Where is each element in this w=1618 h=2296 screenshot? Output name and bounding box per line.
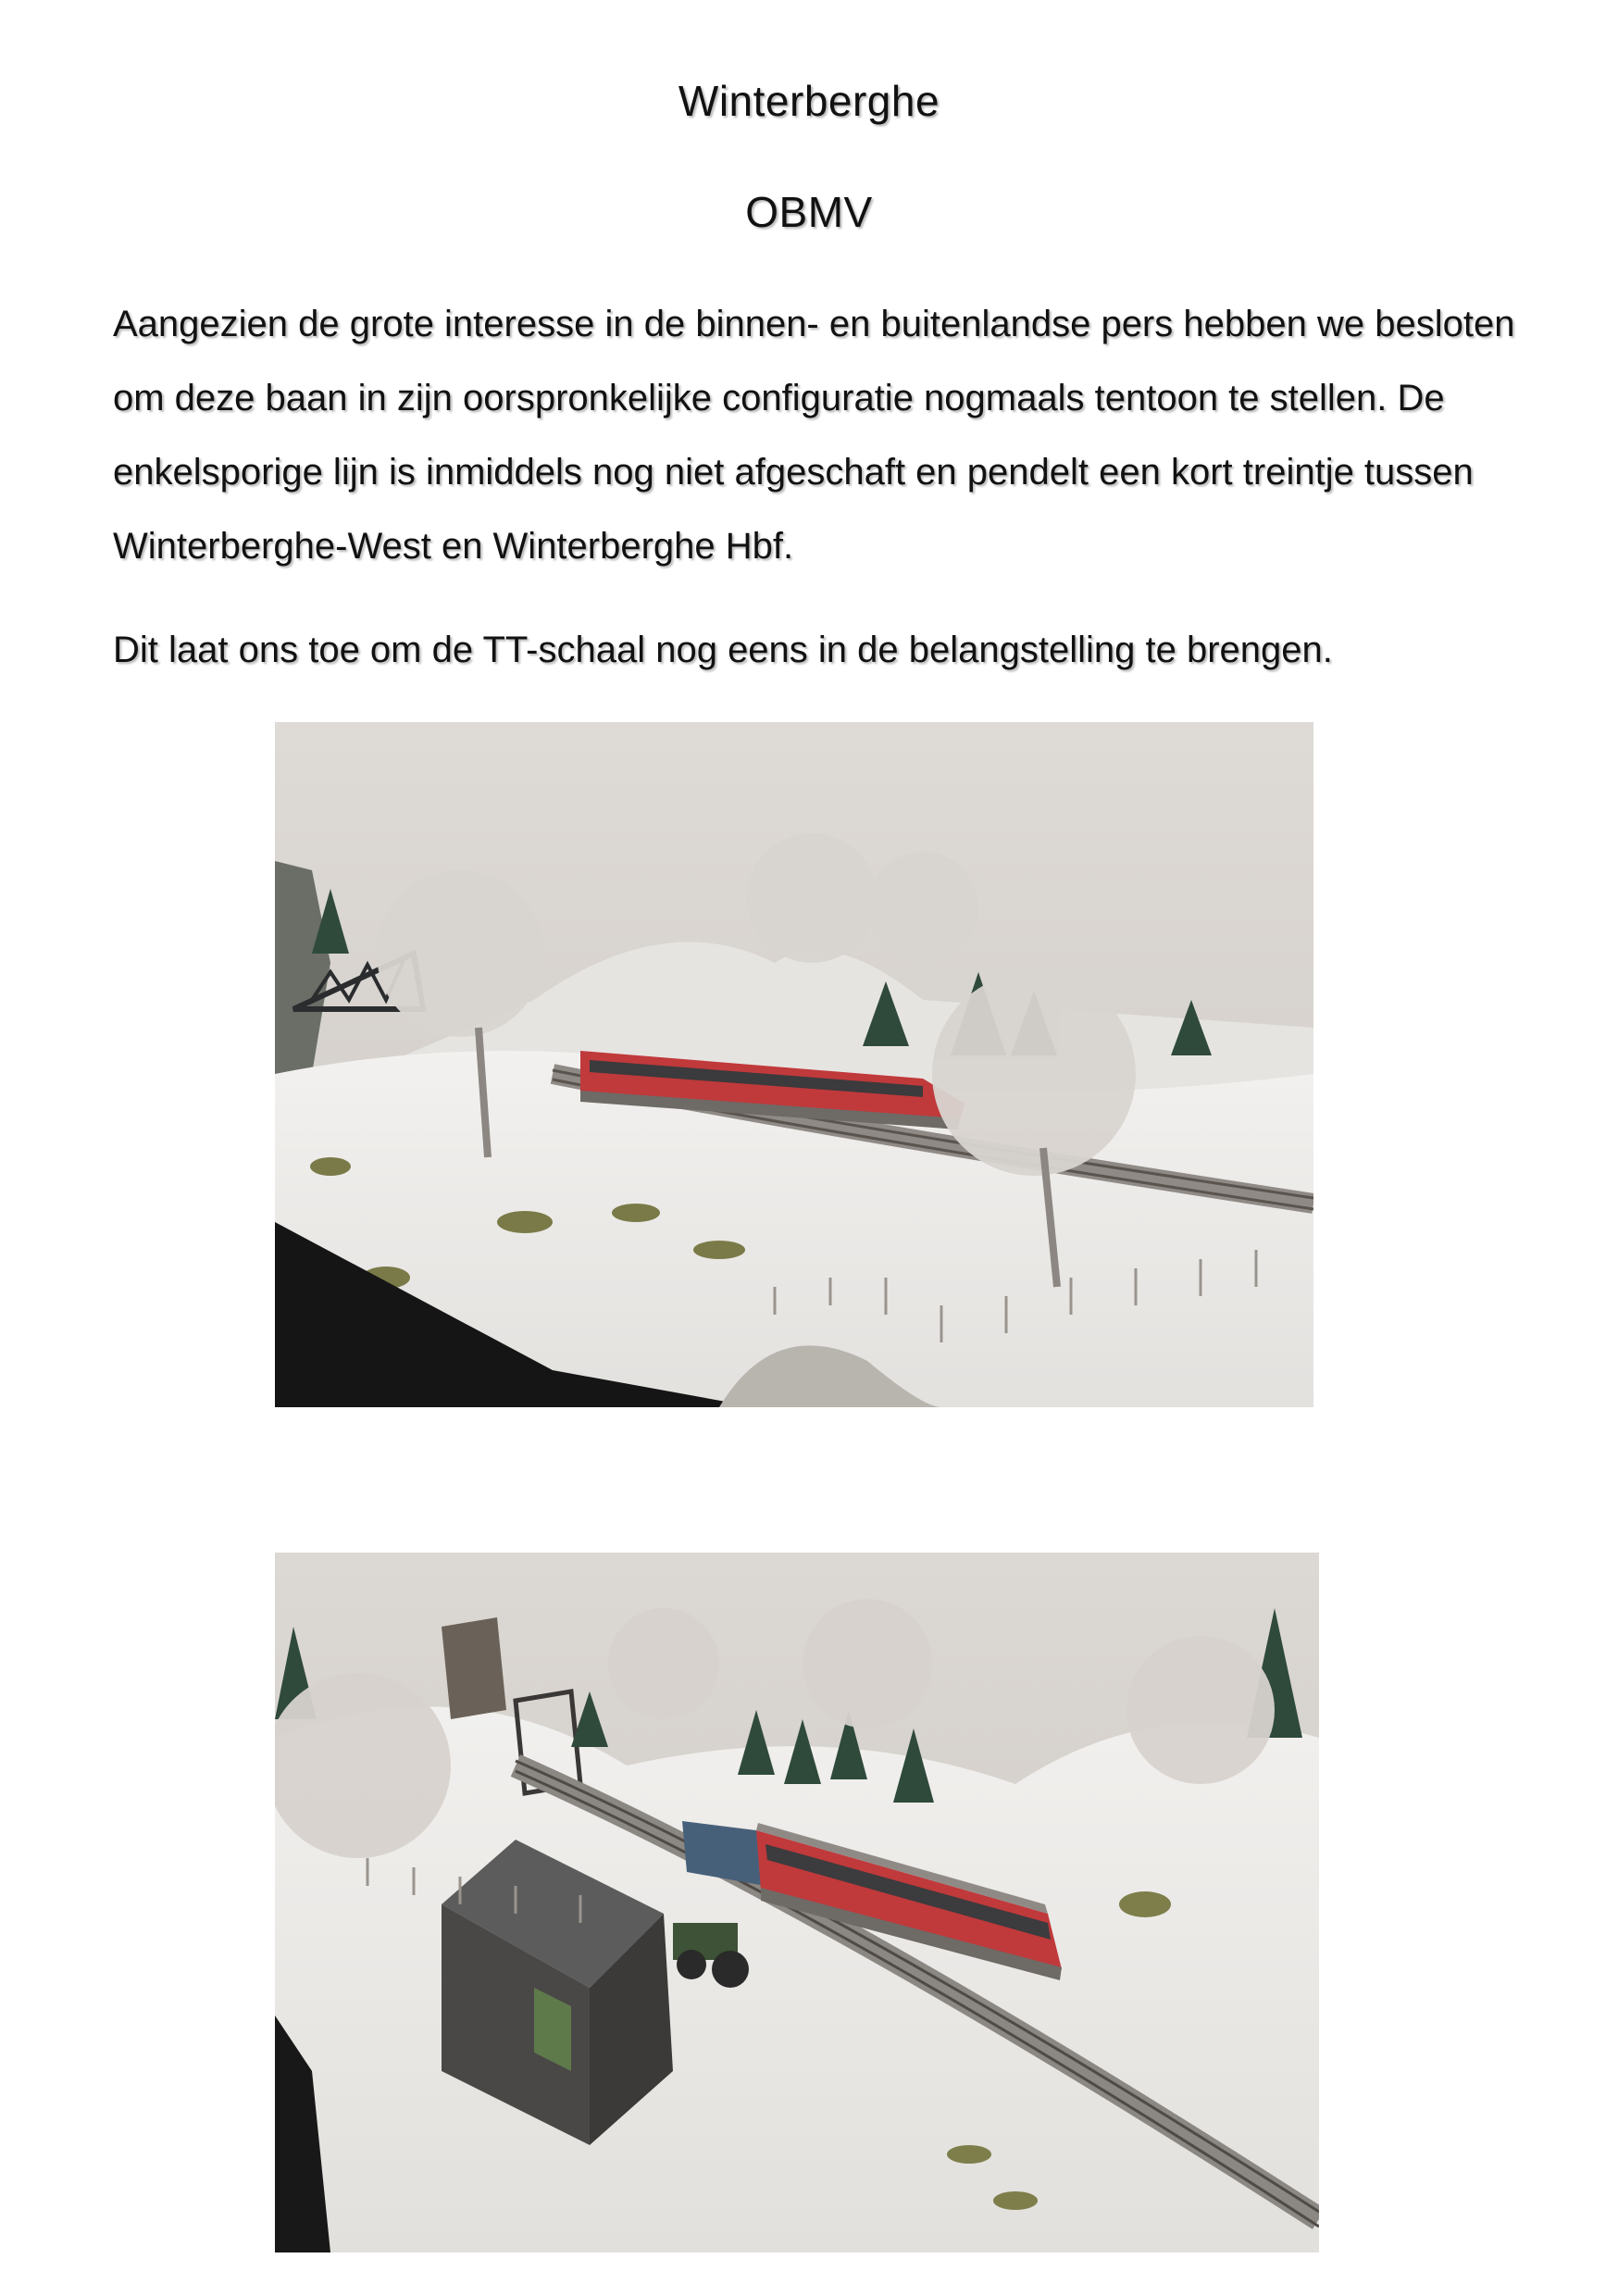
second-paragraph: Dit laat ons toe om de TT-schaal nog eens in de belangstelling te brengen.: [113, 630, 1333, 670]
layout-photo-1-art: [275, 722, 1313, 1407]
layout-photo-2-art: [275, 1553, 1319, 2252]
page-title: Winterberghe: [678, 77, 940, 125]
page-subtitle: OBMV: [745, 188, 873, 236]
layout-photo-1: [275, 722, 1313, 1407]
layout-photo-2: [275, 1553, 1319, 2252]
intro-paragraph: Aangezien de grote interesse in de binnen- en buitenlandse pers hebben we besloten om deze baan in zijn oorspronkelijke configuratie nogmaals tentoon te stellen. De enkelsporige lijn is inmiddels nog niet afgeschaft en pendelt een kort treintje tussen Winterberghe-West en Winterberghe Hbf.: [113, 304, 1515, 567]
